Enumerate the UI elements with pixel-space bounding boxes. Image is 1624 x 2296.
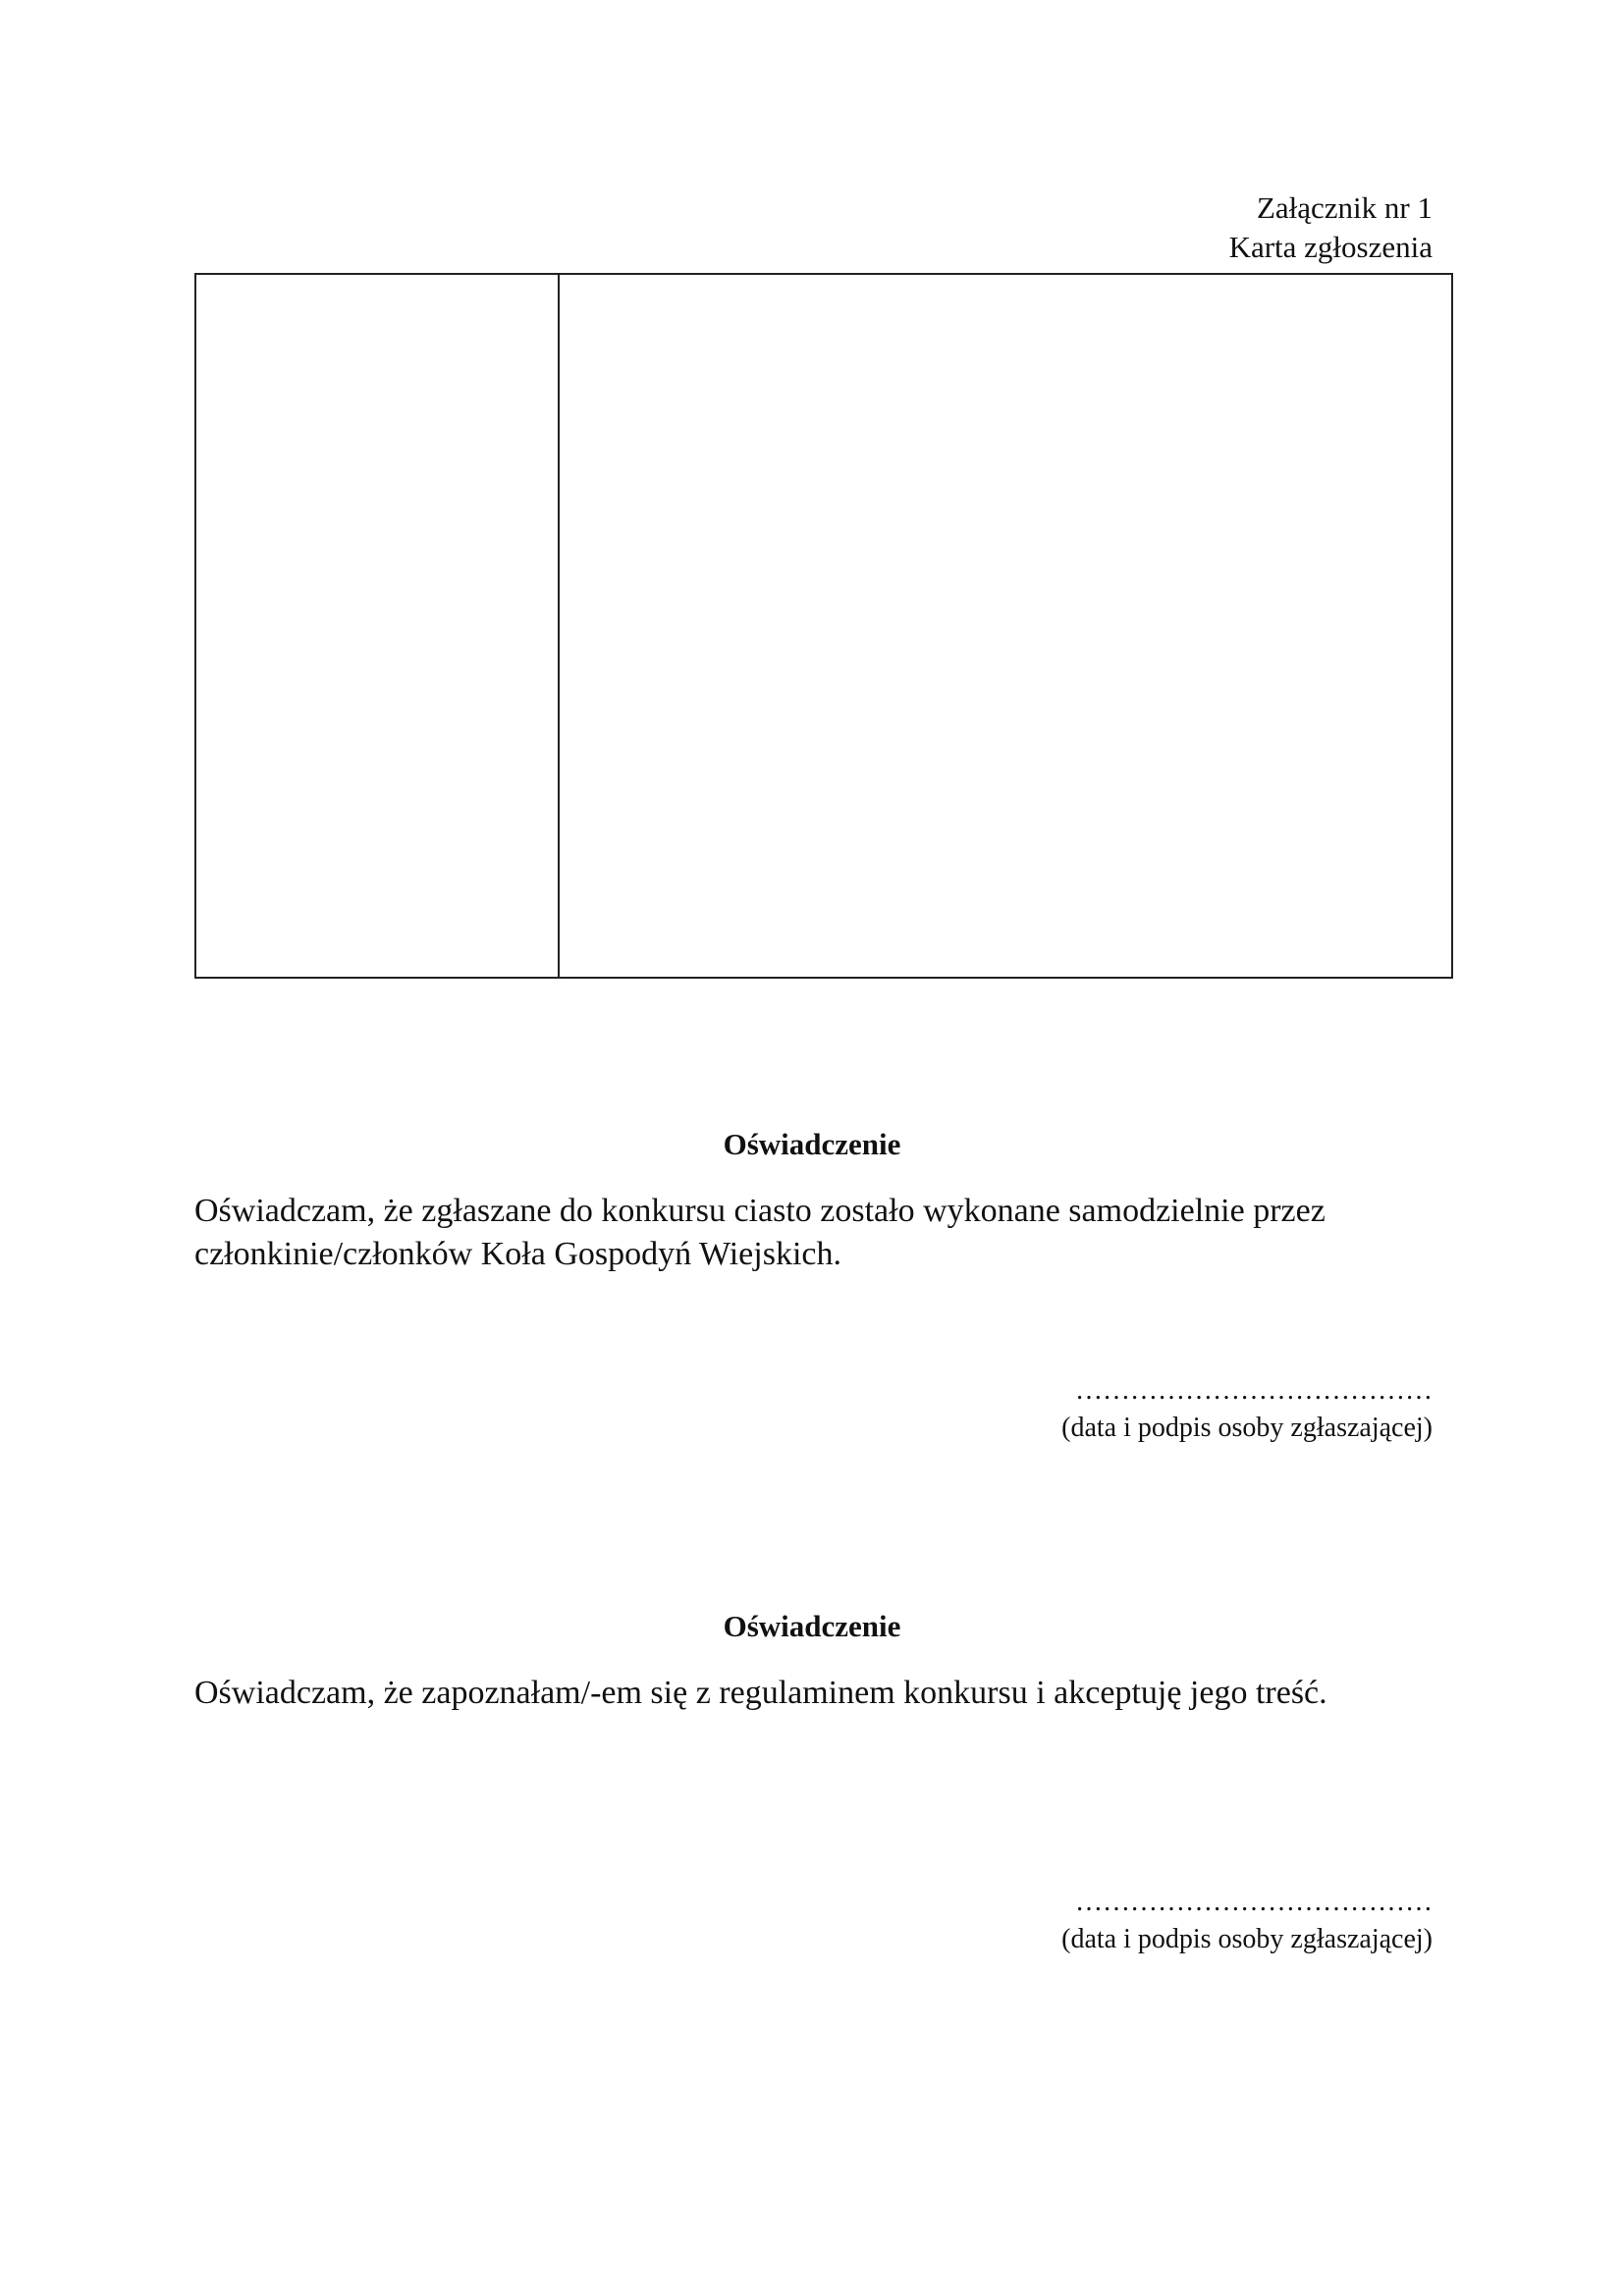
declaration-1-title: Oświadczenie [723,1127,901,1161]
declaration-1-signature [1061,1372,1433,1447]
declaration-2-signature [1061,1884,1433,1958]
entry-form-table [194,273,1453,979]
document-header [1229,188,1433,267]
declaration-2-text [194,1672,1373,1715]
form-table-left-cell[interactable] [196,275,560,977]
form-label: Karta zgłoszenia [1228,230,1433,264]
signature-caption: (data i podpis osoby zgłaszającej) [1061,1924,1433,1954]
signature-caption: (data i podpis osoby zgłaszającej) [1061,1413,1433,1443]
form-table-right-cell[interactable] [560,275,1451,977]
annex-label: Załącznik nr 1 [1256,190,1433,225]
declaration-1-line-2: członkinie/członków Koła Gospodyń Wiejskich. [194,1236,841,1272]
signature-line: ………………………………… [1075,1887,1433,1917]
declaration-1-text [194,1190,1373,1276]
declaration-2-title: Oświadczenie [723,1609,901,1643]
signature-line: ………………………………… [1075,1375,1433,1406]
declaration-1-line-1: Oświadczam, że zgłaszane do konkursu ciasto zostało wykonane samodzielnie przez [194,1193,1326,1229]
declaration-2-line-1: Oświadczam, że zapoznałam/-em się z regulaminem konkursu i akceptuję jego treść. [194,1675,1327,1711]
